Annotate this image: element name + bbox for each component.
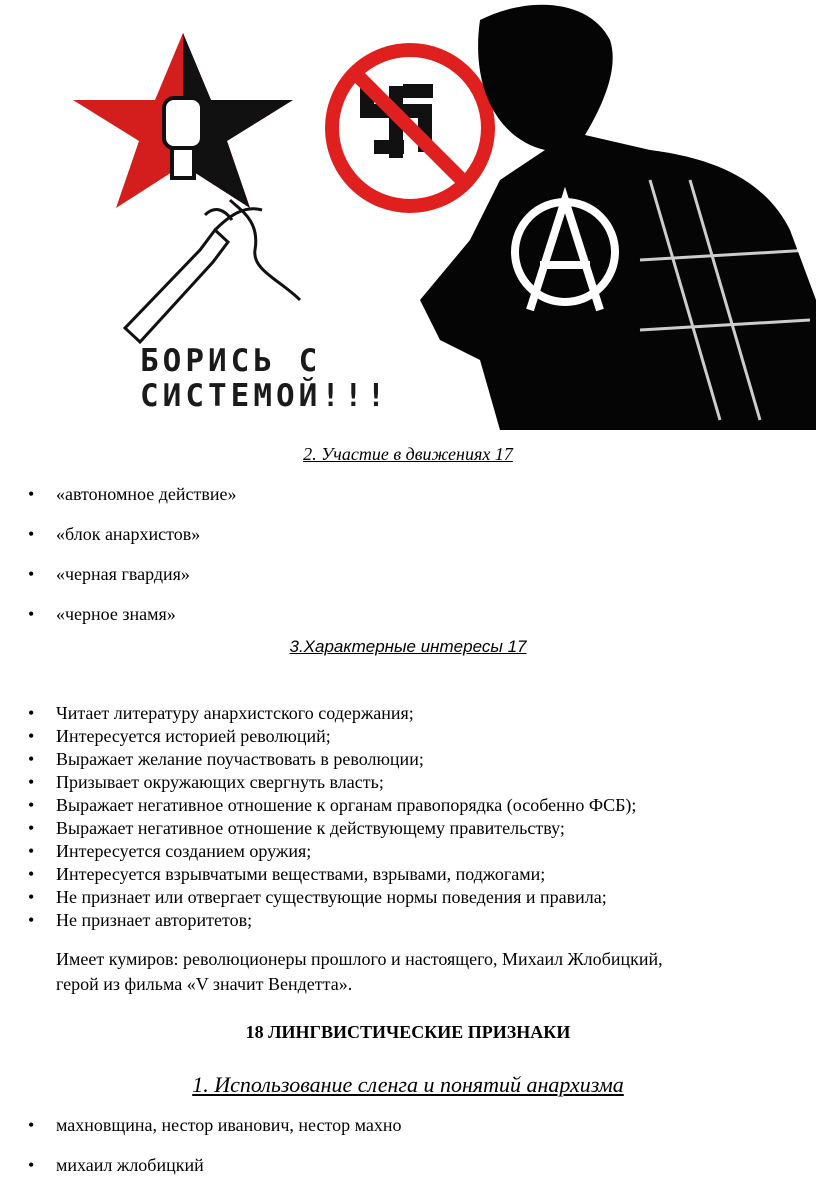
masked-figure-image bbox=[420, 5, 816, 430]
list-item: • михаил жлобицкий bbox=[0, 1154, 816, 1177]
list-item: • Выражает негативное отношение к органам правопорядка (особенно ФСБ); bbox=[0, 794, 816, 817]
list-item: • «автономное действие» bbox=[0, 483, 816, 506]
list-item: • «черное знамя» bbox=[0, 603, 816, 626]
poster-illustration bbox=[60, 0, 816, 440]
section-3-list bbox=[0, 702, 816, 932]
section-18-heading: 18 ЛИНГВИСТИЧЕСКИЕ ПРИЗНАКИ bbox=[245, 1022, 571, 1042]
section-3-continuation-1: Имеет кумиров: революционеры прошлого и настоящего, Михаил Жлобицкий, bbox=[56, 949, 663, 969]
list-item: • Читает литературу анархистского содержания; bbox=[0, 702, 816, 725]
poster-slogan-line-1: БОРИСЬ С bbox=[140, 343, 322, 379]
list-item: • Интересуется взрывчатыми веществами, взрывами, поджогами; bbox=[0, 863, 816, 886]
list-item: • махновщина, нестор иванович, нестор махно bbox=[0, 1114, 816, 1137]
list-item: • Не признает или отвергает существующие нормы поведения и правила; bbox=[0, 886, 816, 909]
poster-slogan-line-2: СИСТЕМОЙ!!! bbox=[140, 378, 390, 414]
section-2-list bbox=[0, 483, 816, 643]
list-item: • Интересуется созданием оружия; bbox=[0, 840, 816, 863]
list-item: • Не признает авторитетов; bbox=[0, 909, 816, 932]
section-18-list bbox=[0, 1114, 816, 1194]
list-item: • Выражает негативное отношение к действующему правительству; bbox=[0, 817, 816, 840]
list-item: • Интересуется историей революций; bbox=[0, 725, 816, 748]
section-3-heading: 3.Характерные интересы 17 bbox=[289, 637, 527, 656]
section-3-continuation-2: герой из фильма «V значит Вендетта». bbox=[56, 974, 353, 994]
section-2-heading: 2. Участие в движениях 17 bbox=[303, 444, 513, 464]
list-item: • Призывает окружающих свергнуть власть; bbox=[0, 771, 816, 794]
section-18-subheading: 1. Использование сленга и понятий анархизма bbox=[192, 1072, 624, 1097]
bottle-icon bbox=[125, 200, 300, 342]
prohibition-sign-icon bbox=[332, 50, 488, 206]
star-icon bbox=[73, 33, 293, 208]
list-item: • «черная гвардия» bbox=[0, 563, 816, 586]
list-item: • Выражает желание поучаствовать в революции; bbox=[0, 748, 816, 771]
list-item: • «блок анархистов» bbox=[0, 523, 816, 546]
